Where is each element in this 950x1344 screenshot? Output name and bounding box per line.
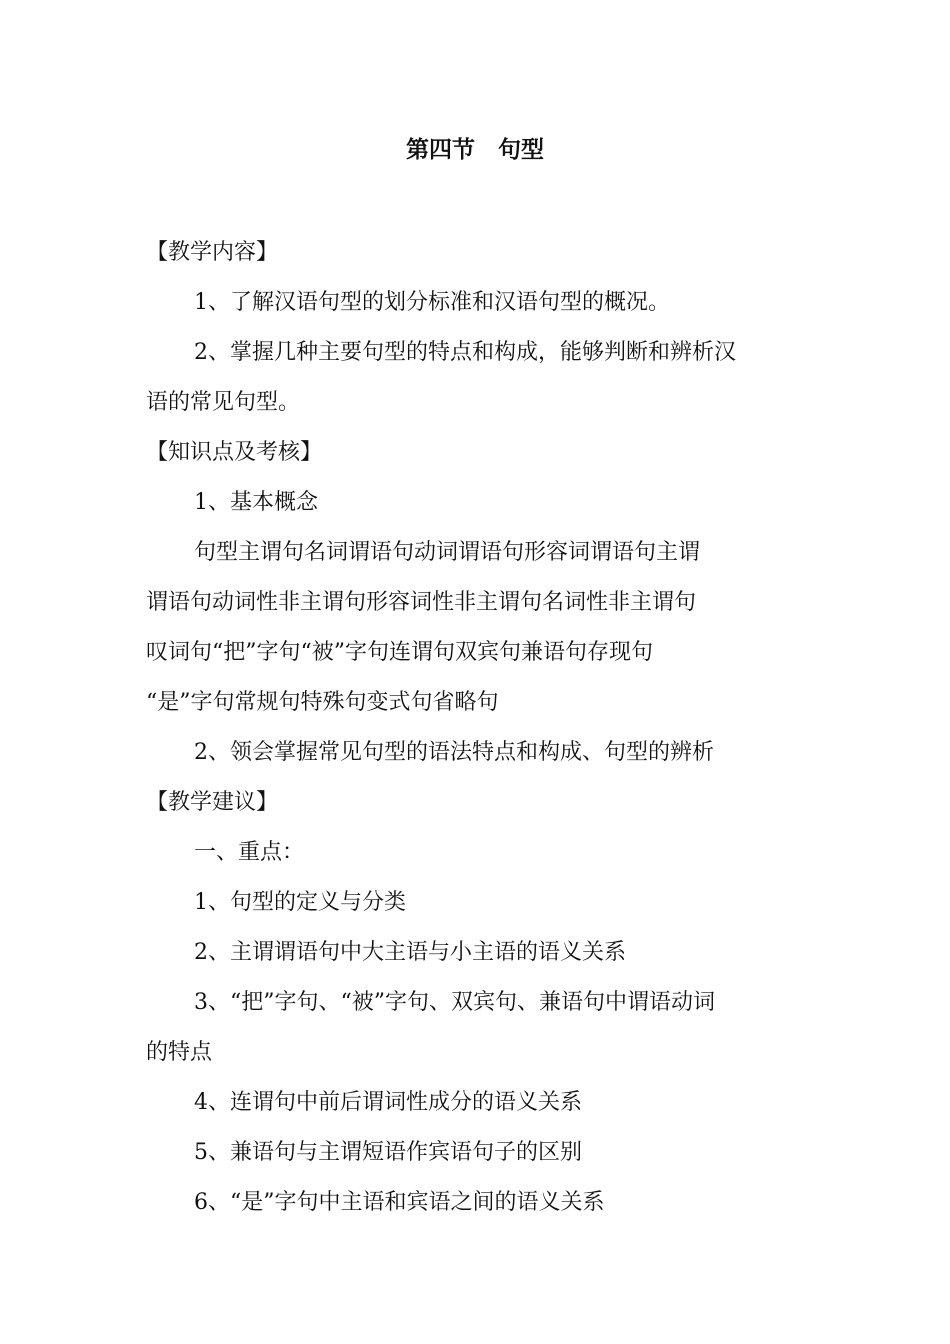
heading-teaching-suggestions: 【教学建议】 [146,790,279,815]
paragraph-line: 1、基本概念 [194,490,318,515]
paragraph-line: 2、主谓谓语句中大主语与小主语的语义关系 [194,940,626,965]
paragraph-line: 1、了解汉语句型的划分标准和汉语句型的概况。 [194,290,670,315]
document-body [146,228,814,1228]
paragraph-line: 3、“把”字句、“被”字句、双宾句、兼语句中谓语动词 [194,990,715,1015]
paragraph-line: 的特点 [146,1040,213,1065]
paragraph-line: 句型主谓句名词谓语句动词谓语句形容词谓语句主谓 [194,540,701,565]
paragraph-line: 1、句型的定义与分类 [194,890,406,915]
paragraph-line: 2、掌握几种主要句型的特点和构成，能够判断和辨析汉 [194,340,736,365]
paragraph-line: 6、“是”字句中主语和宾语之间的语义关系 [194,1190,605,1215]
paragraph-line: “是”字句常规句特殊句变式句省略句 [146,690,499,715]
paragraph-line: 一、重点： [194,840,305,865]
paragraph-line: 谓语句动词性非主谓句形容词性非主谓句名词性非主谓句 [146,590,697,615]
heading-teaching-content: 【教学内容】 [146,240,279,265]
paragraph-line: 5、兼语句与主谓短语作宾语句子的区别 [194,1140,582,1165]
section-title: 第四节 句型 [406,137,544,163]
heading-knowledge-points: 【知识点及考核】 [146,440,323,465]
paragraph-line: 4、连谓句中前后谓词性成分的语义关系 [194,1090,582,1115]
paragraph-line: 叹词句“把”字句“被”字句连谓句双宾句兼语句存现句 [146,640,653,665]
paragraph-line: 2、领会掌握常见句型的语法特点和构成、句型的辨析 [194,740,714,765]
paragraph-line: 语的常见句型。 [146,390,301,415]
